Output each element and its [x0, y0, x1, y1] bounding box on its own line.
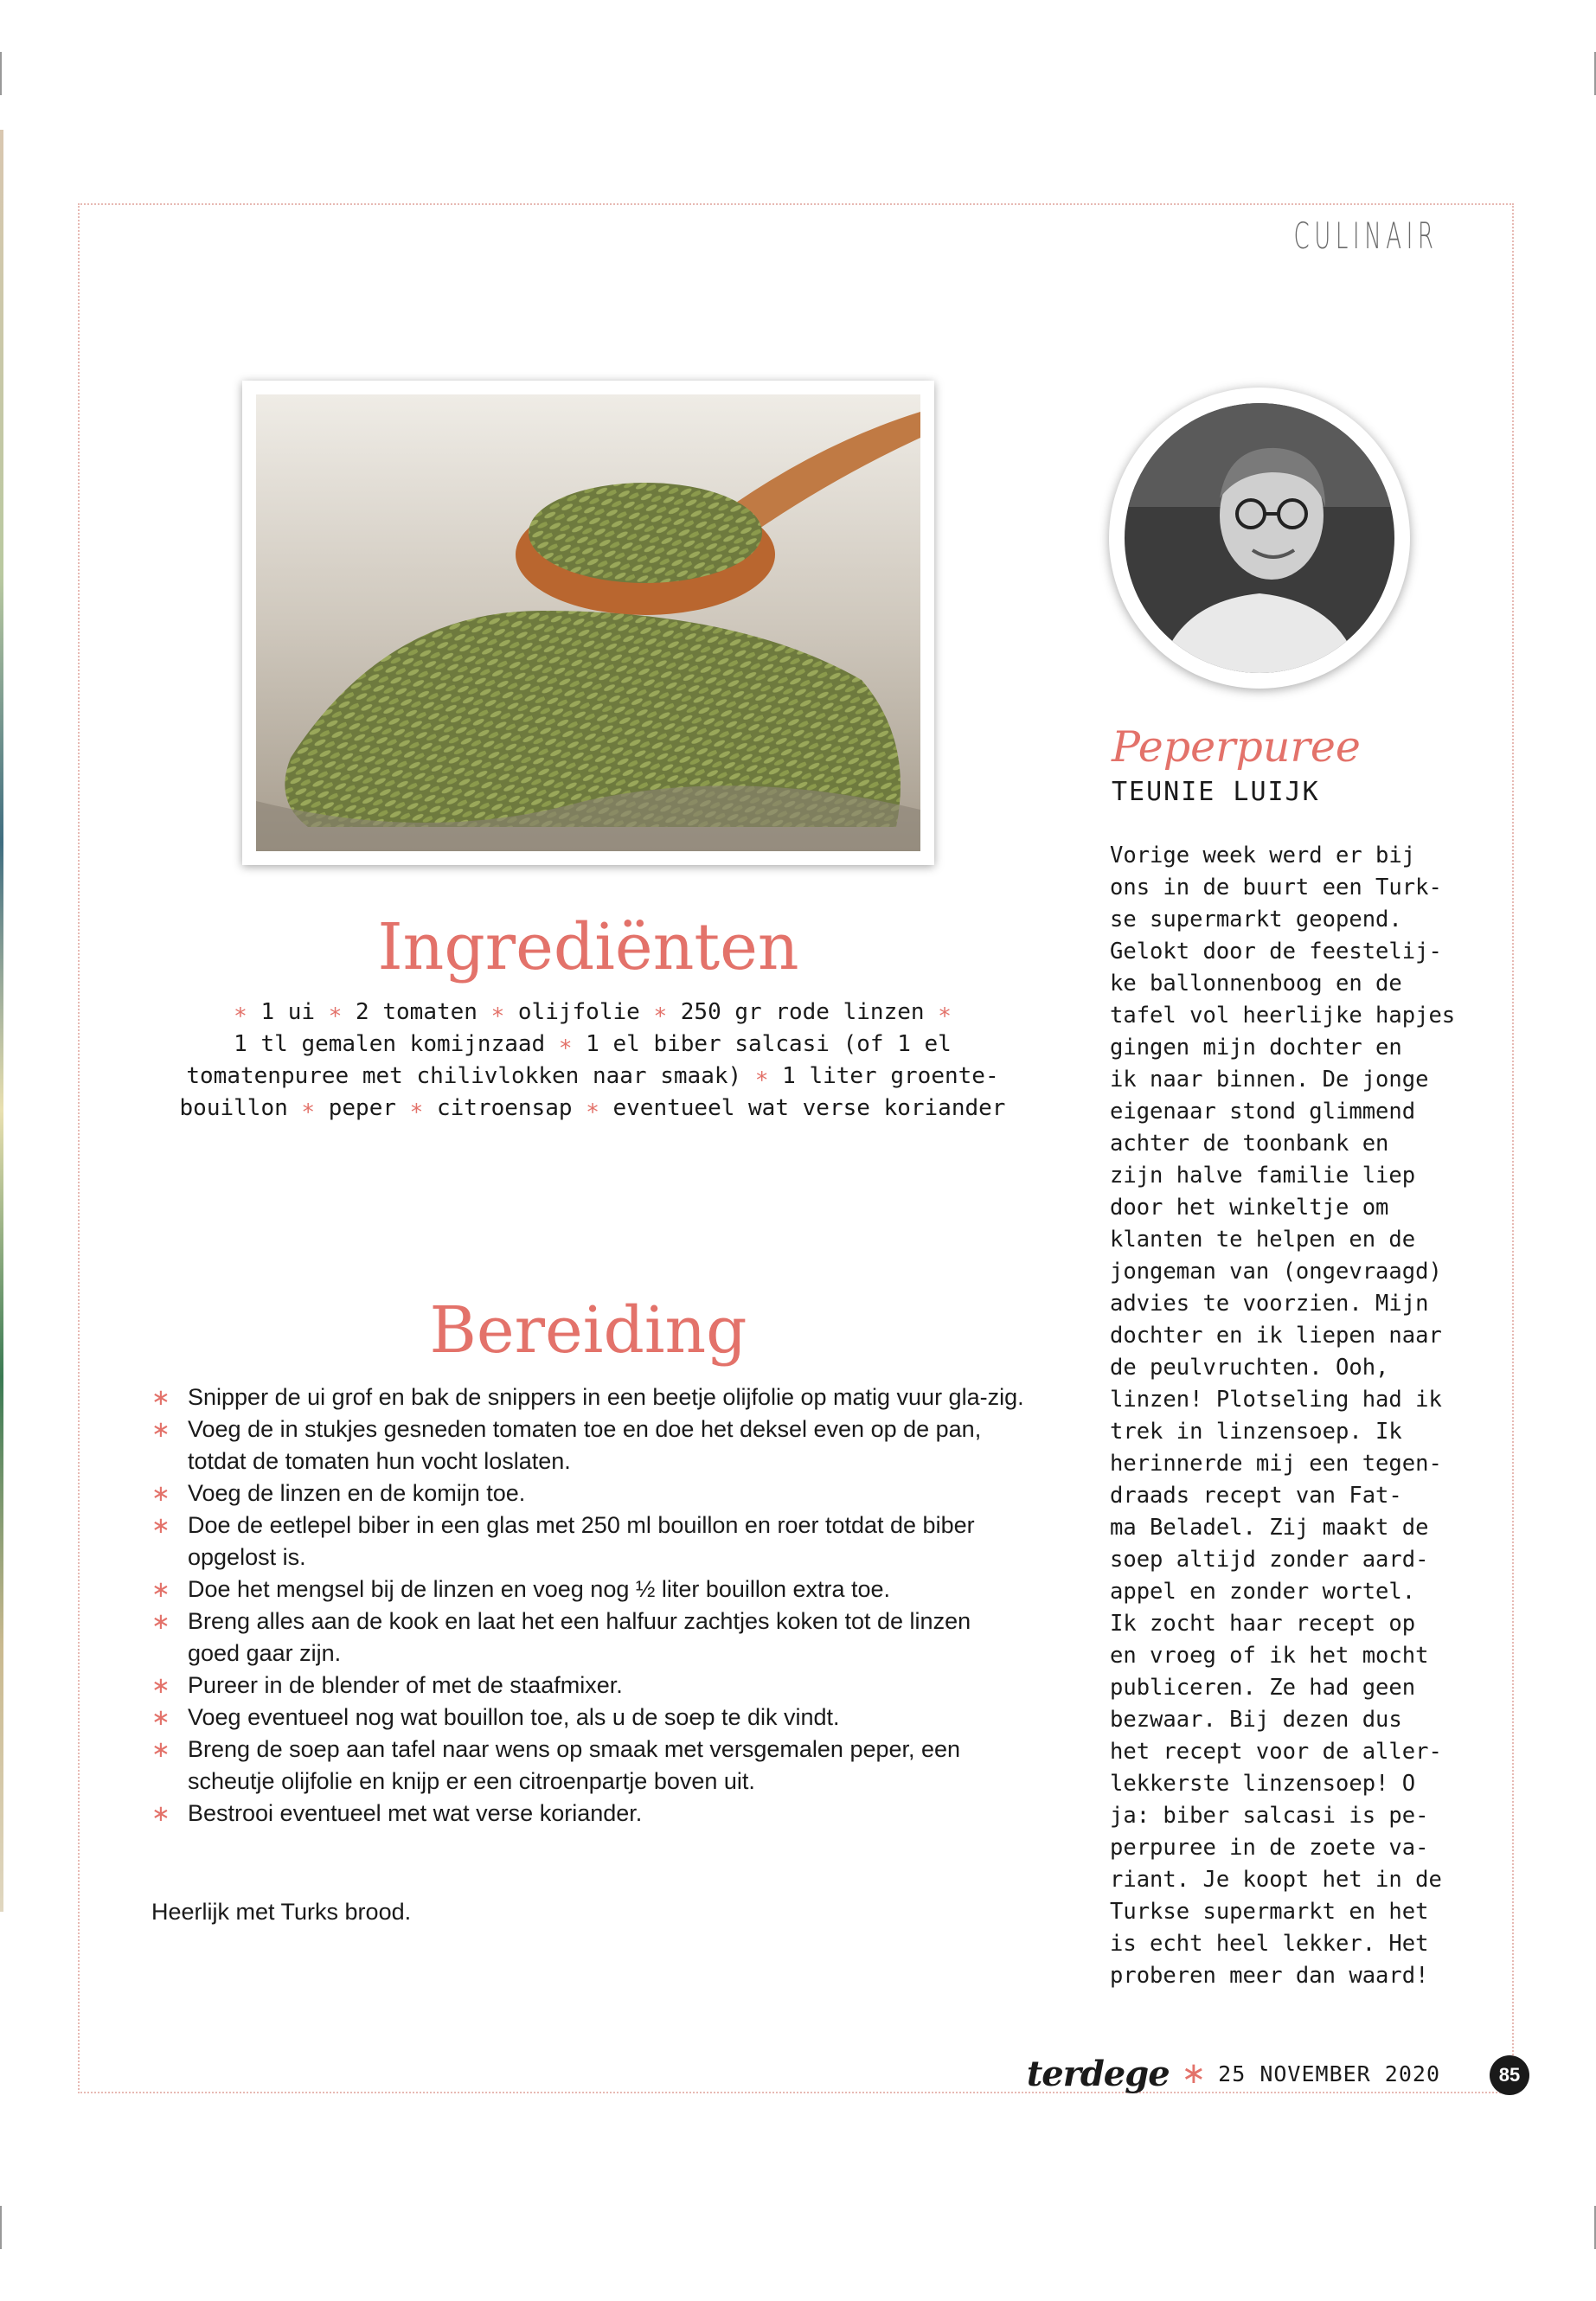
column-line: trek in linzensoep. Ik [1110, 1419, 1402, 1445]
asterisk-icon: ∗ [151, 1416, 170, 1442]
page-footer [1027, 2052, 1440, 2095]
asterisk-icon: ∗ [151, 1704, 170, 1730]
column-line: de peulvruchten. Ooh, [1110, 1355, 1389, 1381]
asterisk-icon: ∗ [234, 999, 247, 1025]
column-line: Gelokt door de feestelij- [1110, 939, 1442, 965]
asterisk-icon: ∗ [328, 999, 343, 1025]
column-line: linzen! Plotseling had ik [1110, 1387, 1442, 1413]
ingredient: peper [328, 1095, 397, 1121]
column-line: dochter en ik liepen naar [1110, 1323, 1442, 1349]
column-line: ja: biber salcasi is pe- [1110, 1803, 1429, 1829]
asterisk-icon: ∗ [151, 1512, 170, 1538]
column-line: door het winkeltje om [1110, 1195, 1389, 1221]
column-line: Vorige week werd er bij [1110, 843, 1416, 868]
list-item [151, 1606, 1025, 1670]
step-text: Pureer in de blender of met de staafmixer. [188, 1672, 623, 1698]
step-text: Doe de eetlepel biber in een glas met 250 ml bouillon en roer totdat de biber opgelost is. [188, 1512, 975, 1570]
column-line: klanten te helpen en de [1110, 1227, 1416, 1253]
ingredient: 1 ui [260, 999, 316, 1025]
column-line: jongeman van (ongevraagd) [1110, 1259, 1442, 1285]
step-text: Voeg eventueel nog wat bouillon toe, als u de soep te dik vindt. [188, 1704, 840, 1730]
list-item [151, 1381, 1025, 1413]
crop-mark [0, 52, 2, 95]
cumin-seeds-spoon-image [256, 394, 920, 851]
asterisk-icon: ∗ [301, 1095, 316, 1121]
column-line: advies te voorzien. Mijn [1110, 1291, 1429, 1317]
column-body [1110, 840, 1490, 1992]
column-line: ma Beladel. Zij maakt de [1110, 1515, 1429, 1541]
step-text: Breng alles aan de kook en laat het een halfuur zachtjes koken tot de linzen goed gaar zijn. [188, 1608, 971, 1666]
section-label: CULINAIR [1293, 215, 1439, 257]
column-line: Turkse supermarkt en het [1110, 1899, 1429, 1925]
asterisk-icon: ∗ [558, 1031, 573, 1057]
ingredient: 250 gr rode linzen [680, 999, 925, 1025]
issue-date: 25 NOVEMBER 2020 [1218, 2061, 1440, 2086]
column-line: is echt heel lekker. Het [1110, 1931, 1429, 1957]
column-line: ik naar binnen. De jonge [1110, 1067, 1429, 1093]
column-line: proberen meer dan waard! [1110, 1963, 1429, 1989]
column-title: Peperpuree [1112, 722, 1361, 772]
step-text: Breng de soep aan tafel naar wens op smaak met versgemalen peper, een scheutje olijfolie en knijp er een citroenpartje boven uit. [188, 1736, 961, 1794]
closing-note: Heerlijk met Turks brood. [151, 1899, 412, 1925]
list-item [151, 1702, 1025, 1734]
asterisk-icon: ∗ [151, 1608, 170, 1634]
step-text: Snipper de ui grof en bak de snippers in een beetje olijfolie op matig vuur gla-zig. [188, 1384, 1024, 1410]
column-line: eigenaar stond glimmend [1110, 1099, 1416, 1125]
column-line: Ik zocht haar recept op [1110, 1611, 1416, 1637]
list-item [151, 1798, 1025, 1830]
asterisk-icon: ∗ [586, 1095, 599, 1121]
author-portrait [1109, 388, 1410, 689]
ingredients-heading: Ingrediënten [377, 910, 799, 984]
author-photo [1125, 403, 1394, 673]
ingredient: citroensap [436, 1095, 573, 1121]
asterisk-icon: ∗ [151, 1672, 170, 1698]
column-line: en vroeg of ik het mocht [1110, 1643, 1429, 1669]
asterisk-icon: ∗ [938, 999, 952, 1025]
step-text: Voeg de in stukjes gesneden tomaten toe en doe het deksel even op de pan, totdat de tomaten hun vocht loslaten. [188, 1416, 982, 1474]
ingredient: 1 tl gemalen komijnzaad [234, 1031, 546, 1057]
ingredient: 1 liter groentebouillon [179, 1063, 999, 1121]
ingredients-line-2 [156, 1029, 1029, 1125]
column-line: bezwaar. Bij dezen dus [1110, 1707, 1402, 1733]
list-item [151, 1509, 1025, 1574]
asterisk-icon: ∗ [754, 1063, 769, 1089]
list-item [151, 1734, 1025, 1798]
column-line: perpuree in de zoete va- [1110, 1835, 1429, 1861]
column-author: TEUNIE LUIJK [1112, 777, 1320, 807]
asterisk-icon: ∗ [151, 1736, 170, 1762]
column-line: tafel vol heerlijke hapjes [1110, 1003, 1456, 1029]
preparation-steps [151, 1381, 1025, 1830]
page-edge-strip [0, 130, 3, 1912]
ingredients-list [156, 997, 1029, 1125]
asterisk-icon: ∗ [151, 1800, 170, 1826]
column-line: appel en zonder wortel. [1110, 1579, 1416, 1605]
asterisk-icon: ∗ [653, 999, 668, 1025]
column-line: herinnerde mij een tegen- [1110, 1451, 1442, 1477]
list-item [151, 1670, 1025, 1702]
list-item [151, 1477, 1025, 1509]
magazine-logo: terdege [1026, 2053, 1170, 2094]
crop-mark [0, 2206, 2, 2249]
column-line: zijn halve familie liep [1110, 1163, 1416, 1189]
asterisk-icon: ∗ [1181, 2057, 1207, 2090]
column-line: achter de toonbank en [1110, 1131, 1389, 1157]
step-text: Doe het mengsel bij de linzen en voeg nog ½ liter bouillon extra toe. [188, 1576, 891, 1602]
column-line: het recept voor de aller- [1110, 1739, 1442, 1765]
ingredient: 1 el biber salcasi (of 1 el tomatenpuree met chilivlokken naar smaak) [186, 1031, 952, 1089]
ingredient: 2 tomaten [356, 999, 478, 1025]
column-line: riant. Je koopt het in de [1110, 1867, 1442, 1893]
column-line: ons in de buurt een Turk- [1110, 875, 1442, 901]
column-line: se supermarkt geopend. [1110, 907, 1402, 933]
step-text: Bestrooi eventueel met wat verse koriander. [188, 1800, 643, 1826]
asterisk-icon: ∗ [151, 1480, 170, 1506]
column-line: gingen mijn dochter en [1110, 1035, 1402, 1061]
asterisk-icon: ∗ [151, 1576, 170, 1602]
asterisk-icon: ∗ [409, 1095, 424, 1121]
column-line: ke ballonnenboog en de [1110, 971, 1402, 997]
ingredients-line-1 [156, 997, 1029, 1029]
page-number: 85 [1490, 2055, 1529, 2095]
list-item [151, 1413, 1025, 1477]
column-line: soep altijd zonder aard- [1110, 1547, 1429, 1573]
ingredient: olijfolie [517, 999, 640, 1025]
list-item [151, 1574, 1025, 1606]
preparation-heading: Bereiding [429, 1293, 747, 1368]
asterisk-icon: ∗ [490, 999, 505, 1025]
column-line: publiceren. Ze had geen [1110, 1675, 1416, 1701]
column-line: draads recept van Fat- [1110, 1483, 1402, 1509]
step-text: Voeg de linzen en de komijn toe. [188, 1480, 526, 1506]
ingredient: eventueel wat verse koriander [612, 1095, 1006, 1121]
column-line: lekkerste linzensoep! O [1110, 1771, 1416, 1797]
cumin-photo [242, 381, 934, 865]
asterisk-icon: ∗ [151, 1384, 170, 1410]
